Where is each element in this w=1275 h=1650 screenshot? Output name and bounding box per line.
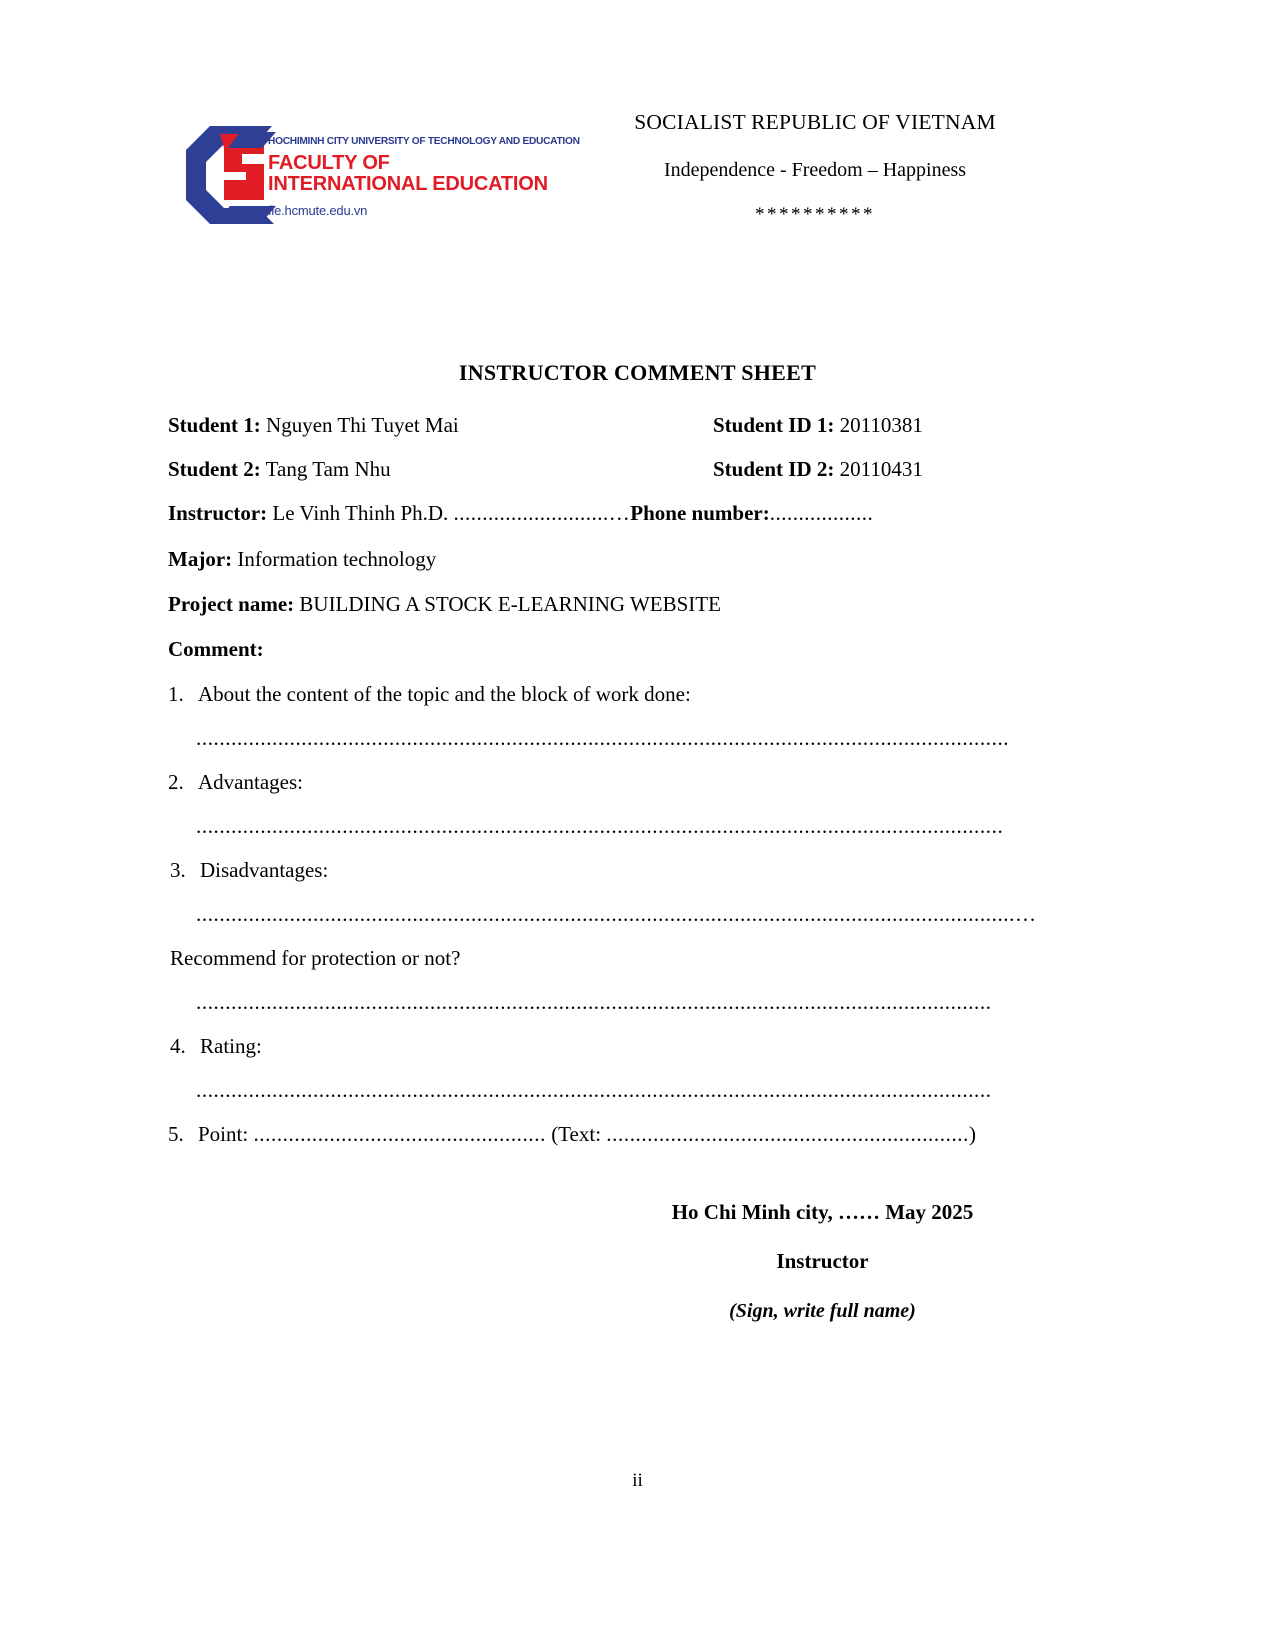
instructor-value: Le Vinh Thinh Ph.D. — [272, 501, 449, 525]
question-3-row — [168, 860, 1080, 904]
point-number: 5. — [168, 1122, 184, 1146]
instructor-phone-row — [168, 503, 1080, 549]
signature-city-date: Ho Chi Minh city, …… May 2025 — [671, 1200, 974, 1224]
question-3-text: Disadvantages: — [200, 858, 329, 882]
logo-faculty-line-1: FACULTY OF — [268, 151, 390, 174]
major-value: Information technology — [237, 547, 437, 571]
rating-number: 4. — [170, 1034, 186, 1058]
student-id-2-value: 20110431 — [839, 457, 923, 481]
project-name-label: Project name: — [168, 592, 295, 616]
student-id-2-field — [713, 459, 923, 480]
question-1-text: About the content of the topic and the block of work done: — [198, 682, 691, 706]
page-header — [0, 110, 1275, 270]
signature-role: Instructor — [776, 1249, 869, 1273]
comment-heading-row — [168, 639, 1080, 684]
point-text-label: (Text: — [551, 1122, 602, 1146]
project-name-row — [168, 594, 1080, 639]
major-label: Major: — [168, 547, 233, 571]
logo-faculty-name — [268, 151, 548, 196]
student-1-row — [168, 415, 1080, 459]
student-2-label: Student 2: — [168, 457, 261, 481]
student-2-value: Tang Tam Nhu — [265, 457, 391, 481]
question-3-answer-line[interactable]: ............................................................................................................................................… — [196, 904, 1037, 926]
student-1-value: Nguyen Thi Tuyet Mai — [266, 413, 459, 437]
point-value-line[interactable]: .................................................. — [253, 1122, 546, 1146]
national-heading — [600, 110, 1030, 226]
signature-instruction-note: (Sign, write full name) — [729, 1300, 916, 1322]
student-id-2-label: Student ID 2: — [713, 457, 835, 481]
student-2-row — [168, 459, 1080, 503]
point-text-line[interactable]: ..............................................................) — [606, 1122, 977, 1146]
phone-dotted-fill: .................. — [769, 501, 874, 525]
logo-university-name: HOCHIMINH CITY UNIVERSITY OF TECHNOLOGY AND EDUCATION — [268, 135, 580, 147]
country-name: SOCIALIST REPUBLIC OF VIETNAM — [634, 110, 996, 134]
recommend-answer-line[interactable]: ........................................................................................................................................ — [196, 992, 992, 1014]
instructor-label: Instructor: — [168, 501, 268, 525]
comment-label: Comment: — [168, 637, 264, 661]
recommend-question-text: Recommend for protection or not? — [170, 946, 461, 970]
signature-block — [600, 1200, 1045, 1323]
major-row — [168, 549, 1080, 594]
student-1-label: Student 1: — [168, 413, 261, 437]
student-2-field — [168, 459, 391, 480]
faculty-logo-block — [180, 118, 580, 236]
project-name-value: BUILDING A STOCK E-LEARNING WEBSITE — [299, 592, 721, 616]
question-2-row — [168, 772, 1080, 816]
rating-text: Rating: — [200, 1034, 262, 1058]
form-body — [168, 415, 1080, 1168]
student-id-1-field — [713, 415, 923, 436]
question-2-number: 2. — [168, 770, 184, 794]
logo-text-block — [268, 135, 580, 218]
point-row — [168, 1124, 1080, 1168]
question-3-number: 3. — [170, 858, 186, 882]
page-title: INSTRUCTOR COMMENT SHEET — [458, 360, 817, 385]
national-motto: Independence - Freedom – Happiness — [663, 158, 967, 181]
student-id-1-value: 20110381 — [839, 413, 923, 437]
page-number: ii — [632, 1470, 643, 1491]
logo-website-url: fie.hcmute.edu.vn — [268, 202, 368, 218]
instructor-dotted-fill: ...........................… — [453, 501, 631, 525]
rating-row — [168, 1036, 1080, 1080]
phone-number-label: Phone number: — [630, 501, 770, 525]
question-1-row — [168, 684, 1080, 728]
hcmute-logo-icon — [180, 120, 278, 230]
rating-answer-line[interactable]: ........................................................................................................................................ — [196, 1080, 992, 1102]
recommend-question-row — [168, 948, 1080, 992]
question-1-answer-line[interactable]: ........................................................................................................................................... — [196, 728, 1010, 750]
logo-faculty-line-2: INTERNATIONAL EDUCATION — [268, 173, 548, 196]
point-label: Point: — [198, 1122, 249, 1146]
question-2-answer-line[interactable]: .......................................................................................................................................... — [196, 816, 1004, 838]
student-id-1-label: Student ID 1: — [713, 413, 835, 437]
student-1-field — [168, 415, 459, 436]
page-footer — [0, 1470, 1275, 1492]
question-2-text: Advantages: — [198, 770, 303, 794]
star-divider: ********** — [755, 203, 875, 225]
question-1-number: 1. — [168, 682, 184, 706]
